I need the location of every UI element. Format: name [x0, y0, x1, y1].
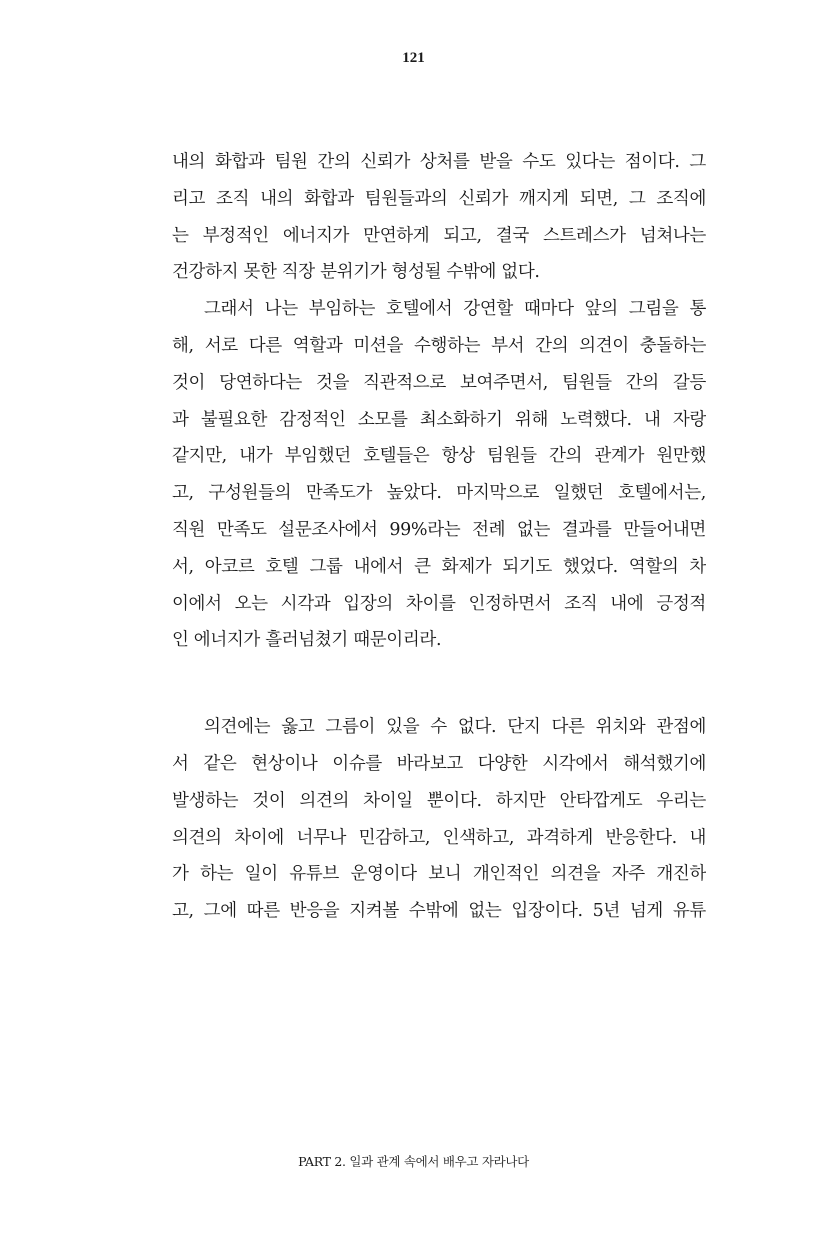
text-line: 의견의 차이에 너무나 민감하고, 인색하고, 과격하게 반응한다. 내 — [172, 827, 706, 848]
page-number: 121 — [402, 50, 425, 66]
text-line: 이에서 오는 시각과 입장의 차이를 인정하면서 조직 내에 긍정적 — [172, 593, 706, 614]
text-line: 과 불필요한 감정적인 소모를 최소화하기 위해 노력했다. 내 자랑 — [172, 409, 706, 430]
text-line: 직원 만족도 설문조사에서 99%라는 전례 없는 결과를 만들어내면 — [172, 519, 706, 540]
paragraph — [172, 144, 706, 291]
text-line: 것이 당연하다는 것을 직관적으로 보여주면서, 팀원들 간의 갈등 — [172, 372, 706, 393]
text-line: 그래서 나는 부임하는 호텔에서 강연할 때마다 앞의 그림을 통 — [204, 299, 706, 320]
text-line: 고, 구성원들의 만족도가 높았다. 마지막으로 일했던 호텔에서는, — [172, 483, 706, 504]
text-line: 같지만, 내가 부임했던 호텔들은 항상 팀원들 간의 관계가 원만했 — [172, 446, 706, 467]
text-line: 리고 조직 내의 화합과 팀원들과의 신뢰가 깨지게 되면, 그 조직에 — [172, 188, 706, 209]
text-line: 는 부정적인 에너지가 만연하게 되고, 결국 스트레스가 넘쳐나는 — [172, 225, 706, 246]
paragraph — [172, 291, 706, 659]
body-text — [172, 144, 706, 930]
text-line: 고, 그에 따른 반응을 지켜볼 수밖에 없는 입장이다. 5년 넘게 유튜 — [172, 901, 706, 922]
text-line: 의견에는 옳고 그름이 있을 수 없다. 단지 다른 위치와 관점에 — [204, 717, 706, 738]
text-line: 해, 서로 다른 역할과 미션을 수행하는 부서 간의 의견이 충돌하는 — [172, 335, 706, 356]
text-line: 발생하는 것이 의견의 차이일 뿐이다. 하지만 안타깝게도 우리는 — [172, 790, 706, 811]
text-line: 서, 아코르 호텔 그룹 내에서 큰 화제가 되기도 했었다. 역할의 차 — [172, 556, 706, 577]
text-line: 내의 화합과 팀원 간의 신뢰가 상처를 받을 수도 있다는 점이다. 그 — [172, 152, 706, 172]
text-line: 건강하지 못한 직장 분위기가 형성될 수밖에 없다. — [172, 262, 540, 283]
running-footer: PART 2. 일과 관계 속에서 배우고 자라나다 — [298, 1154, 529, 1169]
paragraph-spacer — [172, 659, 706, 709]
paragraph — [172, 709, 706, 930]
text-line: 인 에너지가 흘러넘쳤기 때문이리라. — [172, 630, 442, 651]
text-line: 서 같은 현상이나 이슈를 바라보고 다양한 시각에서 해석했기에 — [172, 753, 706, 774]
text-line: 가 하는 일이 유튜브 운영이다 보니 개인적인 의견을 자주 개진하 — [172, 864, 706, 885]
